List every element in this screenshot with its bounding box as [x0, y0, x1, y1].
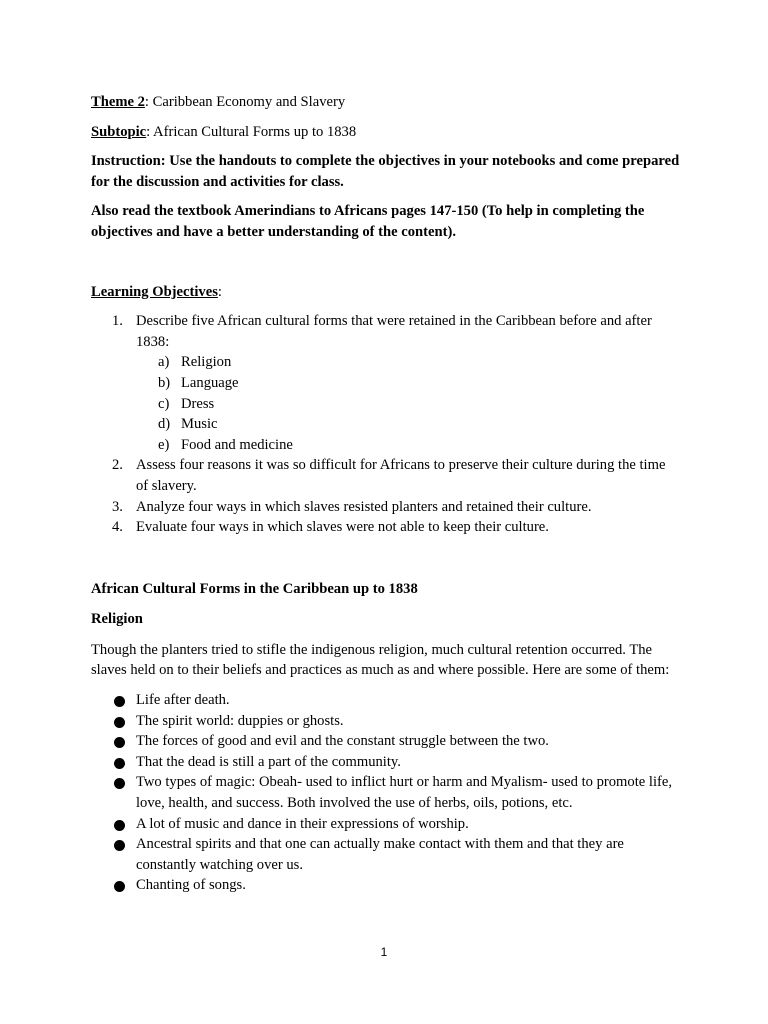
instruction-text: Instruction: Use the handouts to complete the objectives in your notebooks and come prepared for the discussion and activities for class. [91, 153, 680, 190]
section-title: African Cultural Forms in the Caribbean up to 1838 [91, 580, 418, 597]
list-item [91, 814, 681, 835]
bullet-icon [114, 696, 125, 707]
objective-number: 3. [112, 498, 123, 515]
list-item-text: That the dead is still a part of the community. [136, 753, 401, 770]
cultural-form-letter: d) [158, 416, 171, 433]
also-read-text: Also read the textbook Amerindians to Africans pages 147-150 (To help in completing the objectives and have a better understanding of the content). [91, 203, 645, 240]
section-paragraph: Though the planters tried to stifle the indigenous religion, much cultural retention occurred. The slaves held on to their beliefs and practices as much as and where possible. Here are some of them: [91, 641, 670, 679]
subtopic-text: : African Cultural Forms up to 1838 [146, 123, 357, 140]
list-item [91, 834, 681, 875]
objective-item [91, 311, 681, 455]
list-item-text: Chanting of songs. [136, 877, 246, 894]
objectives-heading-line [91, 282, 681, 303]
list-item [91, 731, 681, 752]
objective-item [91, 517, 681, 538]
list-item-text: The spirit world: duppies or ghosts. [136, 712, 344, 729]
cultural-forms-list [136, 352, 681, 455]
cultural-form-item [136, 352, 681, 373]
cultural-form-item [136, 373, 681, 394]
cultural-form-item [136, 435, 681, 456]
objective-number: 1. [112, 313, 123, 330]
objective-text: Describe five African cultural forms that were retained in the Caribbean before and after 1838: [136, 313, 652, 350]
theme-line [91, 92, 681, 113]
bullet-icon [114, 778, 125, 789]
cultural-form-text: Language [181, 374, 239, 391]
list-item [91, 752, 681, 773]
cultural-form-text: Music [181, 416, 218, 433]
cultural-form-item [136, 394, 681, 415]
cultural-form-letter: b) [158, 374, 171, 391]
list-item-text: The forces of good and evil and the constant struggle between the two. [136, 733, 549, 750]
list-item-text: Life after death. [136, 692, 230, 709]
bullet-icon [114, 881, 125, 892]
objective-text: Evaluate four ways in which slaves were not able to keep their culture. [136, 519, 549, 536]
objective-item [91, 497, 681, 518]
objectives-heading: Learning Objectives [91, 283, 218, 300]
page-content [91, 92, 681, 896]
objective-text: Analyze four ways in which slaves resisted planters and retained their culture. [136, 498, 592, 515]
cultural-form-letter: e) [158, 436, 170, 453]
objectives-list [91, 311, 681, 538]
objective-number: 2. [112, 457, 123, 474]
bullet-icon [114, 758, 125, 769]
list-item [91, 690, 681, 711]
subtopic-label: Subtopic [91, 123, 147, 140]
section-subtitle: Religion [91, 611, 143, 628]
bullet-icon [114, 840, 125, 851]
cultural-form-item [136, 414, 681, 435]
religion-beliefs-list [91, 690, 681, 896]
objectives-heading-suffix: : [217, 283, 222, 300]
objective-number: 4. [112, 519, 123, 536]
cultural-form-letter: a) [158, 354, 170, 371]
cultural-form-text: Religion [181, 354, 232, 371]
objective-item [91, 455, 681, 496]
list-item [91, 875, 681, 896]
list-item-text: Two types of magic: Obeah- used to inflict hurt or harm and Myalism- used to promote life, love, health, and success. Both involved the use of herbs, oils, potions, etc. [136, 774, 672, 812]
list-item-text: A lot of music and dance in their expressions of worship. [136, 815, 469, 832]
theme-label: Theme 2 [91, 94, 145, 110]
bullet-icon [114, 820, 125, 831]
list-item-text: Ancestral spirits and that one can actually make contact with them and that they are constantly watching over us. [136, 836, 624, 873]
list-item [91, 772, 681, 813]
cultural-form-letter: c) [158, 395, 170, 412]
list-item [91, 711, 681, 732]
bullet-icon [114, 717, 125, 728]
cultural-form-text: Dress [181, 395, 215, 412]
page-number: 1 [380, 945, 388, 959]
subtopic-line [91, 122, 681, 143]
cultural-form-text: Food and medicine [181, 436, 293, 453]
objective-text: Assess four reasons it was so difficult for Africans to preserve their culture during the time of slavery. [136, 457, 666, 494]
bullet-icon [114, 737, 125, 748]
theme-text: : Caribbean Economy and Slavery [144, 94, 346, 110]
